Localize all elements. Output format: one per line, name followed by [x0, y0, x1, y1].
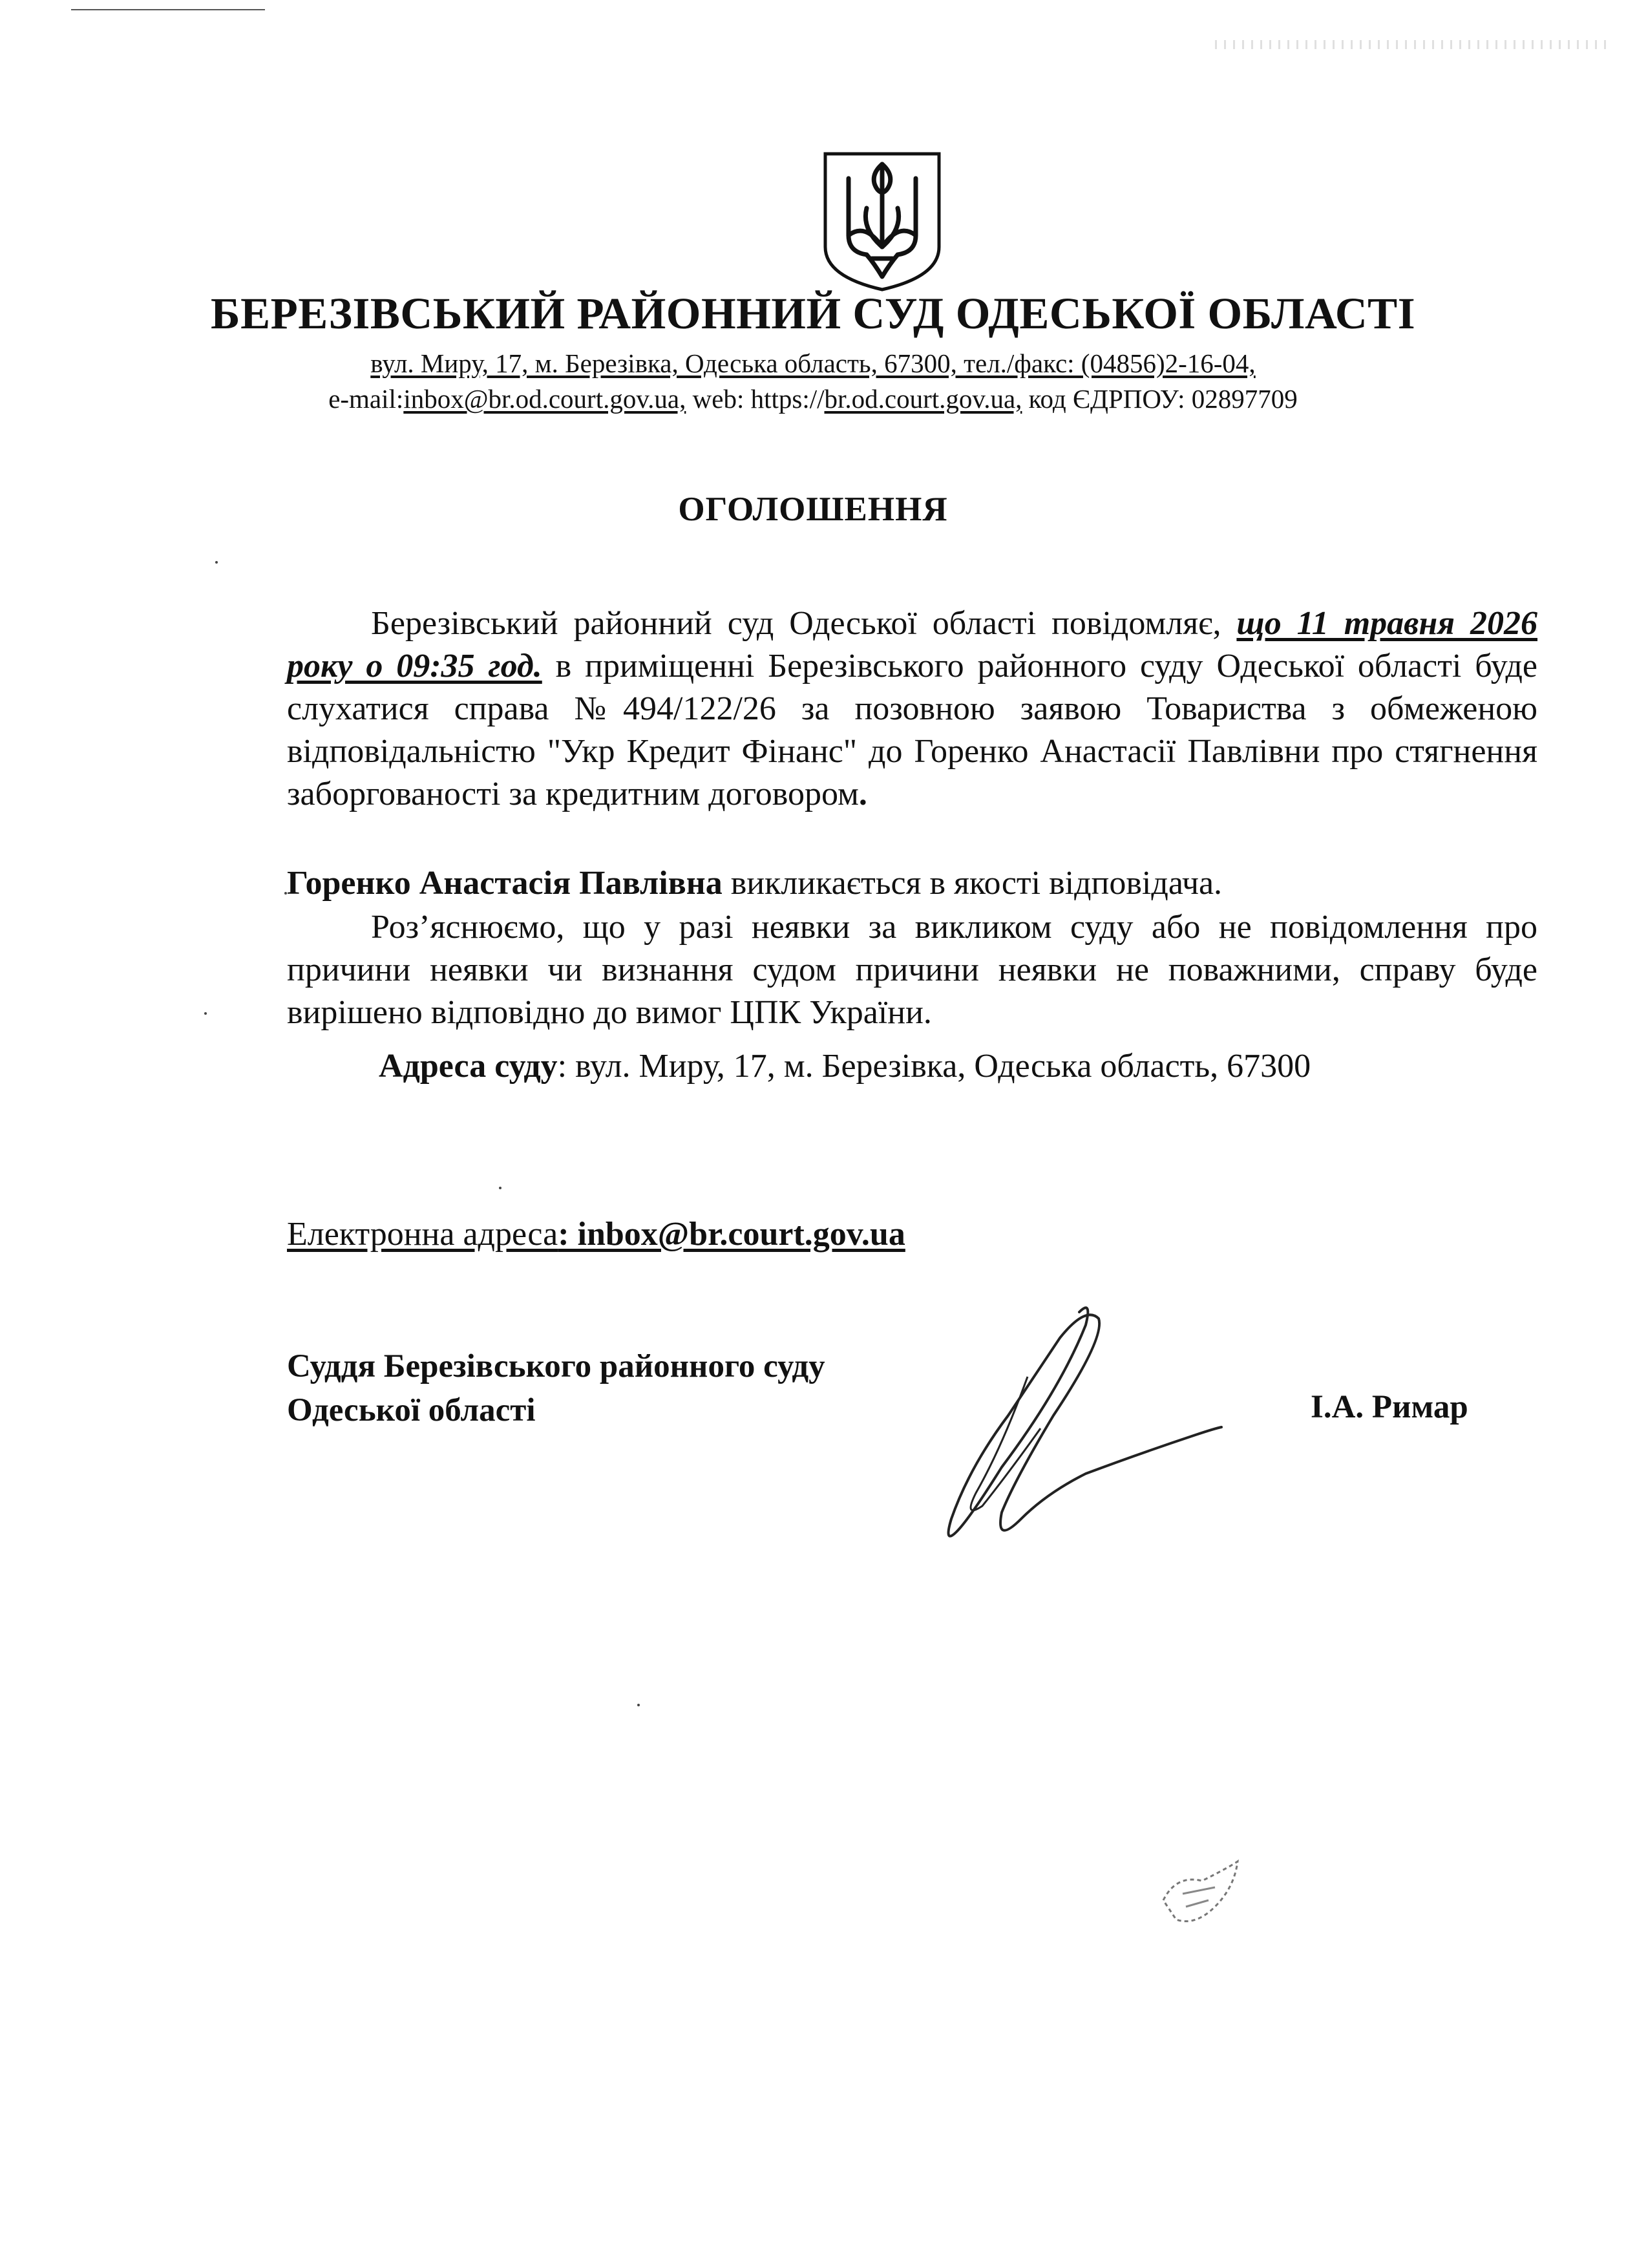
document-title: ОГОЛОШЕННЯ: [678, 491, 948, 528]
judge-title: [287, 1344, 825, 1432]
electronic-address-label: Електронна адреса: [287, 1216, 558, 1253]
scan-speck: [215, 561, 218, 564]
stamp-fragment: [1157, 1855, 1247, 1933]
announcement-lead: Березівський районний суд Одеської області повідомляє,: [371, 605, 1237, 642]
announcement-body: в приміщенні Березівського районного суду Одеської області буде слухатися справа №494/122/26 за позовною заявою Товариства з обмеженою відповідальністю "Укр Кредит Фінанс" до Горенко Анастасії Павлівни про стягнення заборгованості за кредитним договором: [287, 648, 1537, 812]
edrpou-code: код ЄДРПОУ: 02897709: [1022, 384, 1298, 414]
clarification-paragraph: Роз’яснюємо, що у разі неявки за викликом суду або не повідомлення про причини неявки чи визнання судом причини неявки не поважними, справу буде вирішено відповідно до вимог ЦПК України.: [287, 909, 1537, 1031]
electronic-address-value[interactable]: : inbox@br.court.gov.ua: [558, 1216, 905, 1253]
scan-speck: [204, 1012, 207, 1015]
court-address-value: : вул. Миру, 17, м. Березівка, Одеська область, 67300: [557, 1048, 1311, 1085]
court-address-line: [379, 1047, 1311, 1085]
court-email-link[interactable]: inbox@br.od.court.gov.ua,: [403, 384, 686, 414]
judge-signature: [892, 1299, 1241, 1558]
judge-title-line1: Суддя Березівського районного суду: [287, 1348, 825, 1384]
scan-speck: [499, 1187, 502, 1189]
court-web-link[interactable]: br.od.court.gov.ua,: [824, 384, 1022, 414]
scan-speck: [637, 1704, 640, 1706]
court-contact-web: [0, 383, 1626, 414]
defendant-name: Горенко Анастасія Павлівна: [287, 865, 723, 902]
scan-artifact-line: [71, 9, 265, 10]
email-label: e-mail:: [328, 384, 404, 414]
web-label: web: https://: [686, 384, 825, 414]
defendant-role: викликається в якості відповідача.: [722, 865, 1223, 902]
court-address-label: Адреса суду: [379, 1048, 558, 1085]
court-contact-address: [0, 348, 1626, 379]
announcement-paragraph: [287, 602, 1537, 816]
hearing-date-time: що 11 травня 2026 року о 09:35 год.: [287, 605, 1537, 684]
court-name: БЕРЕЗІВСЬКИЙ РАЙОННИЙ СУД ОДЕСЬКОЇ ОБЛАСТІ: [210, 289, 1416, 338]
judge-name: І.А. Римар: [1311, 1389, 1468, 1425]
coat-of-arms-icon: [820, 150, 944, 293]
scan-noise: [1215, 40, 1609, 49]
defendant-paragraph: [287, 862, 1537, 905]
announcement-end: .: [858, 776, 867, 812]
judge-title-line2: Одеської області: [287, 1392, 536, 1428]
electronic-address-line: [287, 1215, 905, 1253]
court-address-text: вул. Миру, 17, м. Березівка, Одеська область, 67300, тел./факс: (04856)2-16-04,: [370, 348, 1256, 378]
